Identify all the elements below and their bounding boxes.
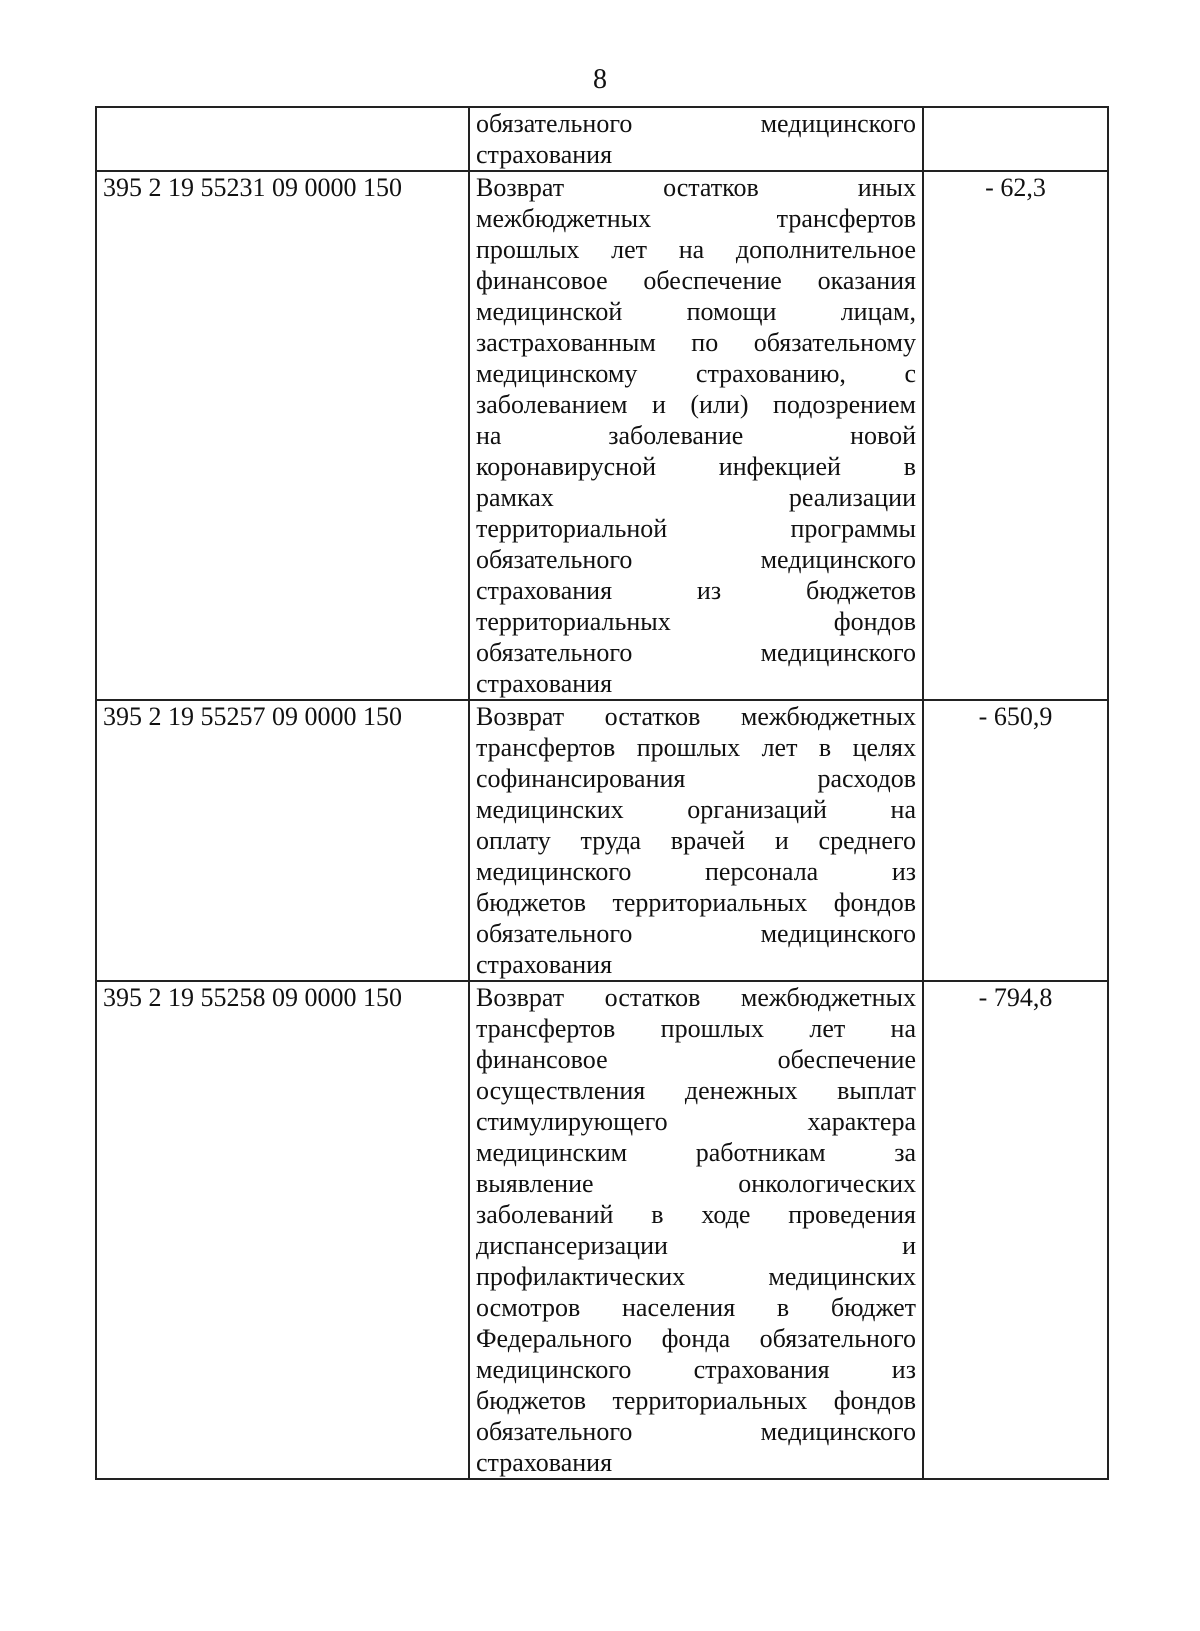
description-line: медицинского страхования из [476,1355,916,1384]
table-body [96,107,1108,1479]
description-line: территориальной программы [476,514,916,543]
description-line: обязательного медицинского [476,545,916,574]
description-line: финансовое обеспечение [476,1045,916,1074]
description-line: заболеванием и (или) подозрением [476,390,916,419]
description-line: медицинской помощи лицам, [476,297,916,326]
description-cell [469,700,923,981]
description-cell [469,107,923,171]
description-line: страхования [476,1448,613,1477]
description-line: трансфертов прошлых лет в целях [476,733,916,762]
budget-code-cell: 395 2 19 55258 09 0000 150 [96,981,469,1479]
description-line: выявление онкологических [476,1169,916,1198]
description-line: Возврат остатков межбюджетных [476,983,916,1012]
description-line: медицинского персонала из [476,857,916,886]
description-line: стимулирующего характера [476,1107,916,1136]
description-line: коронавирусной инфекцией в [476,452,916,481]
description-line: медицинских организаций на [476,795,916,824]
description-line: медицинским работникам за [476,1138,916,1167]
description-line: страхования [476,950,613,979]
description-line: обязательного медицинского [476,1417,916,1446]
table-row [96,171,1108,700]
description-line: осмотров населения в бюджет [476,1293,916,1322]
table-row [96,107,1108,171]
description-line: обязательного медицинского [476,638,916,667]
description-line: диспансеризации и [476,1231,916,1260]
description-line: оплату труда врачей и среднего [476,826,916,855]
description-line: страхования из бюджетов [476,576,916,605]
description-line: страхования [476,140,613,169]
table-row [96,981,1108,1479]
page-number: 8 [593,64,607,95]
description-line: обязательного медицинского [476,919,916,948]
amount-cell: - 62,3 [923,171,1108,700]
amount-cell [923,107,1108,171]
budget-table [95,106,1109,1480]
description-line: на заболевание новой [476,421,916,450]
description-line: рамках реализации [476,483,916,512]
description-line: медицинскому страхованию, с [476,359,916,388]
description-line: заболеваний в ходе проведения [476,1200,916,1229]
budget-code-cell: 395 2 19 55231 09 0000 150 [96,171,469,700]
description-line: софинансирования расходов [476,764,916,793]
description-line: осуществления денежных выплат [476,1076,916,1105]
description-line: территориальных фондов [476,607,916,636]
amount-cell: - 794,8 [923,981,1108,1479]
description-line: Возврат остатков иных [476,173,916,202]
description-line: Возврат остатков межбюджетных [476,702,916,731]
description-line: трансфертов прошлых лет на [476,1014,916,1043]
description-line: Федерального фонда обязательного [476,1324,916,1353]
description-line: бюджетов территориальных фондов [476,1386,916,1415]
amount-cell: - 650,9 [923,700,1108,981]
table-row [96,700,1108,981]
description-line: страхования [476,669,613,698]
budget-code-cell: 395 2 19 55257 09 0000 150 [96,700,469,981]
description-line: застрахованным по обязательному [476,328,916,357]
description-line: финансовое обеспечение оказания [476,266,916,295]
description-cell [469,171,923,700]
description-line: прошлых лет на дополнительное [476,235,916,264]
budget-code-cell [96,107,469,171]
description-line: межбюджетных трансфертов [476,204,916,233]
description-line: бюджетов территориальных фондов [476,888,916,917]
description-cell [469,981,923,1479]
description-line: обязательного медицинского [476,109,916,138]
description-line: профилактических медицинских [476,1262,916,1291]
